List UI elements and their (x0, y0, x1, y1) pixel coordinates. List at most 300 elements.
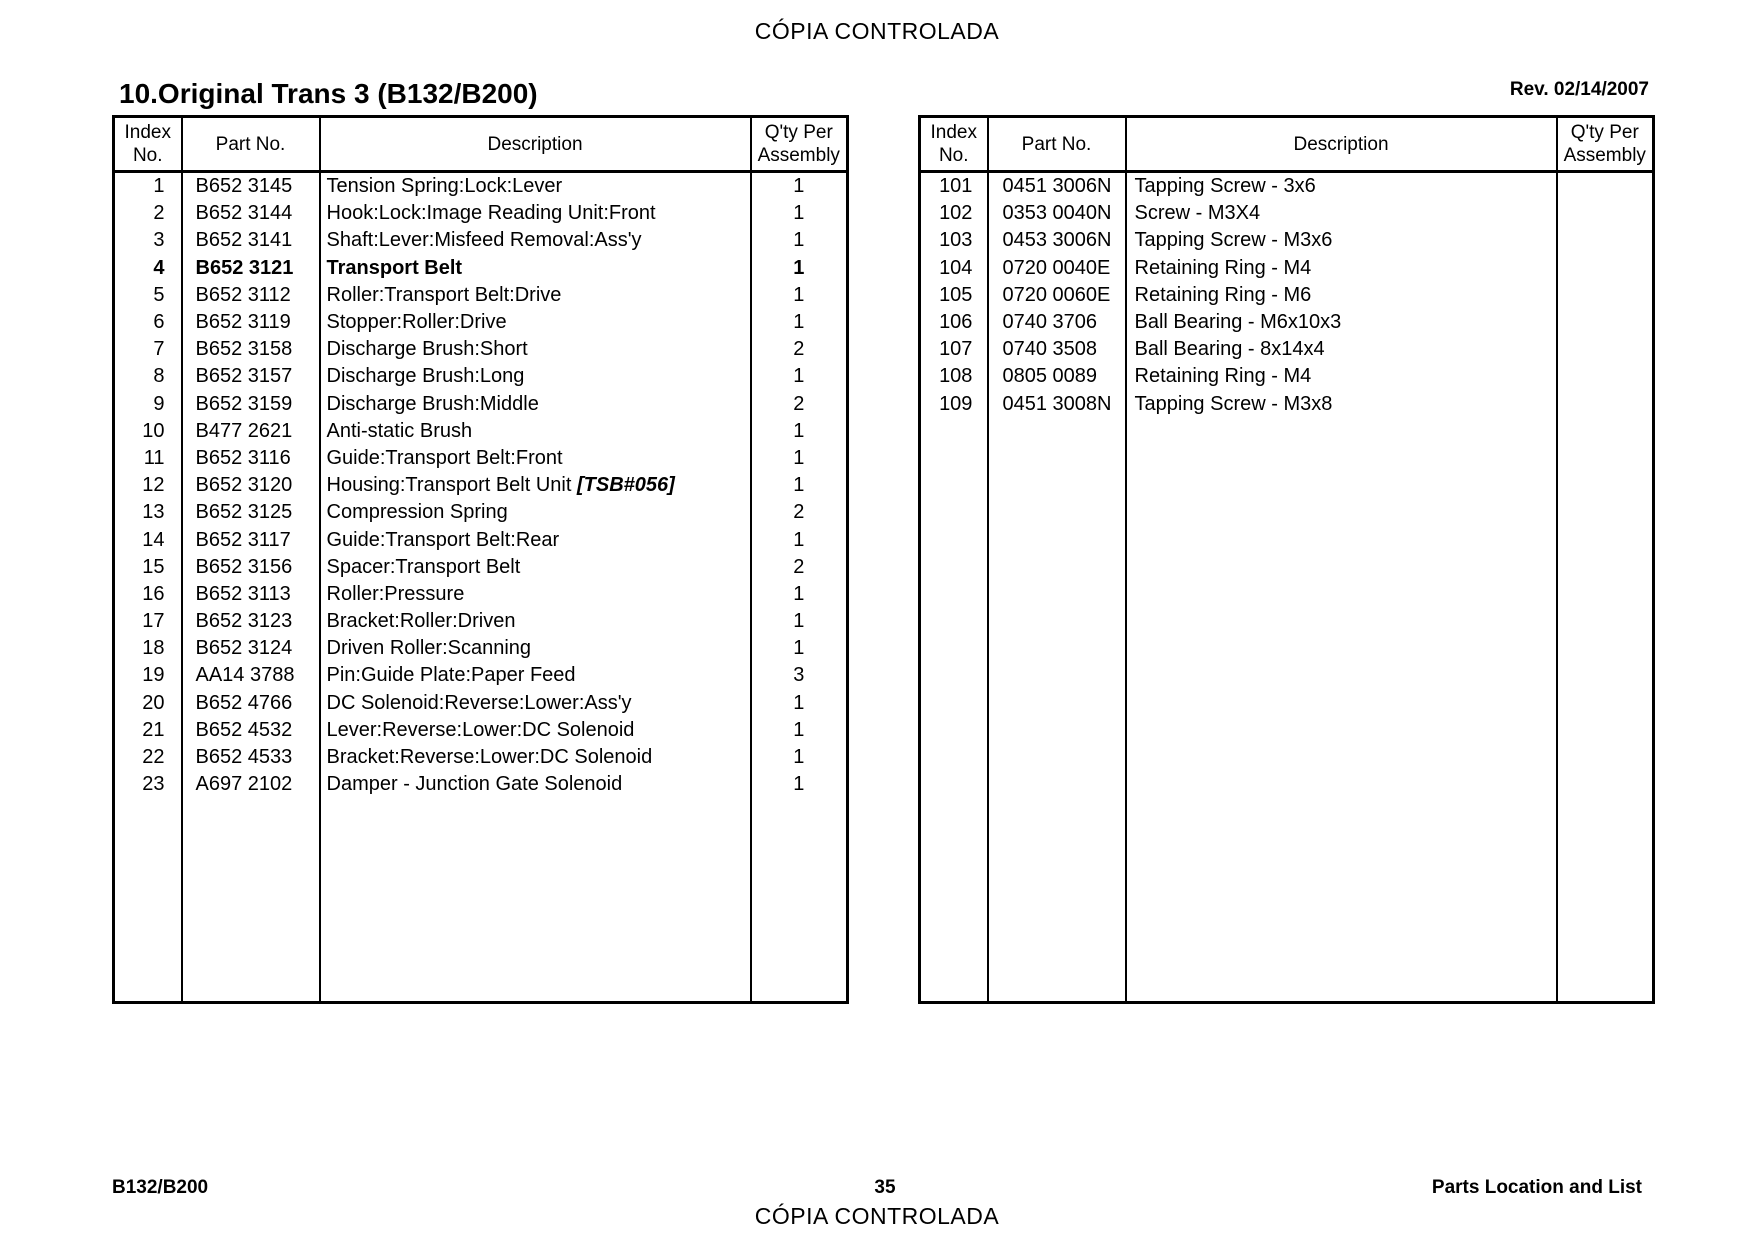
qty-cell (751, 690, 848, 717)
part-number-cell (182, 526, 320, 553)
index-cell-text: 17 (142, 610, 165, 633)
parts-table-left-body (114, 172, 848, 1003)
part-number-cell-text: 0740 3508 (1002, 338, 1098, 361)
description-cell (320, 282, 751, 309)
table-row (114, 282, 848, 309)
index-cell (114, 608, 182, 635)
part-number-cell (182, 499, 320, 526)
description-cell (320, 445, 751, 472)
part-number-cell (182, 445, 320, 472)
index-cell-text: 11 (143, 446, 165, 469)
table-row (114, 336, 848, 363)
index-cell (920, 227, 988, 254)
index-cell (920, 309, 988, 336)
description-cell (320, 581, 751, 608)
index-cell (114, 717, 182, 744)
qty-cell (751, 200, 848, 227)
description-cell (320, 172, 751, 201)
part-number-cell (182, 391, 320, 418)
header-part-no: Part No. (988, 117, 1126, 172)
description-cell (320, 418, 751, 445)
qty-cell (751, 227, 848, 254)
index-cell (114, 227, 182, 254)
empty-cell (320, 798, 751, 1002)
part-number-cell-text: B652 3121 (195, 256, 294, 279)
qty-cell (751, 771, 848, 798)
part-number-cell-text: B652 3159 (195, 392, 293, 415)
index-cell (114, 282, 182, 309)
description-cell-text: Compression Spring (326, 501, 508, 524)
index-cell-text: 104 (939, 256, 973, 279)
header-description: Description (320, 117, 751, 172)
table-row (114, 526, 848, 553)
description-cell-text: Lever:Reverse:Lower:DC Solenoid (326, 718, 635, 741)
index-cell (114, 418, 182, 445)
description-cell-text: Guide:Transport Belt:Front (326, 446, 563, 469)
part-number-cell-text: B652 3145 (195, 175, 293, 198)
table-row (114, 662, 848, 689)
part-number-cell-text: B477 2621 (195, 419, 293, 442)
table-row (920, 255, 1654, 282)
description-cell (320, 336, 751, 363)
description-cell (1126, 363, 1557, 390)
part-number-cell-text: B652 3158 (195, 338, 293, 361)
table-header-row (920, 117, 1654, 172)
description-cell (320, 690, 751, 717)
qty-cell-text: 1 (793, 256, 805, 279)
part-number-cell (988, 200, 1126, 227)
parts-table-right-body (920, 172, 1654, 1003)
qty-cell (751, 662, 848, 689)
qty-cell-text: 1 (793, 718, 805, 741)
description-cell (320, 526, 751, 553)
part-number-cell (182, 418, 320, 445)
description-cell (320, 227, 751, 254)
qty-cell (1557, 227, 1654, 254)
description-cell (1126, 255, 1557, 282)
part-number-cell (988, 172, 1126, 201)
header-part-no: Part No. (182, 117, 320, 172)
part-number-cell-text: 0453 3006N (1002, 229, 1112, 252)
header-qty: Q'ty Per Assembly (751, 117, 848, 172)
index-cell (920, 172, 988, 201)
index-cell (114, 635, 182, 662)
description-cell (320, 499, 751, 526)
part-number-cell-text: B652 3117 (195, 528, 291, 551)
description-cell-text: Hook:Lock:Image Reading Unit:Front (326, 202, 656, 225)
description-cell (1126, 391, 1557, 418)
description-cell-text: Shaft:Lever:Misfeed Removal:Ass'y (326, 229, 642, 252)
part-number-cell-text: 0740 3706 (1002, 311, 1098, 334)
index-cell-text: 10 (142, 419, 165, 442)
empty-cell (182, 798, 320, 1002)
parts-table-left (112, 115, 849, 1004)
description-cell-text: Bracket:Roller:Driven (326, 610, 516, 633)
description-cell (320, 363, 751, 390)
description-cell (320, 635, 751, 662)
description-cell-text: Spacer:Transport Belt (326, 555, 521, 578)
part-number-cell (182, 472, 320, 499)
part-number-cell (988, 363, 1126, 390)
index-cell-text: 101 (939, 175, 973, 198)
part-number-cell-text: B652 3124 (195, 637, 293, 660)
qty-cell (751, 172, 848, 201)
qty-cell (751, 445, 848, 472)
qty-cell (751, 744, 848, 771)
description-cell-text: Anti-static Brush (326, 419, 473, 442)
index-cell (114, 690, 182, 717)
index-cell (114, 200, 182, 227)
table-row (920, 282, 1654, 309)
description-cell-text: Retaining Ring - M4 (1134, 256, 1312, 279)
qty-cell (751, 309, 848, 336)
table-row (920, 200, 1654, 227)
table-row (920, 227, 1654, 254)
qty-cell (751, 363, 848, 390)
footer-model: B132/B200 (112, 1177, 209, 1198)
description-cell-text: Screw - M3X4 (1134, 202, 1261, 225)
controlled-copy-watermark-top: CÓPIA CONTROLADA (754, 18, 1000, 44)
description-cell (320, 771, 751, 798)
description-cell (320, 554, 751, 581)
qty-cell-text: 1 (793, 474, 805, 497)
description-cell-text: Retaining Ring - M4 (1134, 365, 1312, 388)
part-number-cell (182, 744, 320, 771)
description-cell-text: Pin:Guide Plate:Paper Feed (326, 664, 576, 687)
qty-cell-text: 1 (793, 202, 805, 225)
description-cell-text: Discharge Brush:Long (326, 365, 525, 388)
header-qty: Q'ty Per Assembly (1557, 117, 1654, 172)
qty-cell (751, 499, 848, 526)
table-row (920, 363, 1654, 390)
qty-cell-text: 1 (793, 582, 805, 605)
index-cell-text: 2 (153, 202, 165, 225)
index-cell-text: 9 (153, 392, 165, 415)
index-cell (114, 391, 182, 418)
description-cell-text: Transport Belt (326, 256, 463, 279)
table-row (114, 445, 848, 472)
table-row (114, 391, 848, 418)
description-cell-text: Stopper:Roller:Drive (326, 311, 507, 334)
part-number-cell-text: B652 3141 (195, 229, 293, 252)
footer-page-number: 35 (874, 1177, 896, 1198)
part-number-cell-text: B652 3156 (195, 555, 293, 578)
index-cell-text: 5 (153, 283, 165, 306)
table-row (114, 363, 848, 390)
index-cell (114, 744, 182, 771)
table-row (114, 309, 848, 336)
index-cell-text: 1 (153, 175, 165, 198)
part-number-cell-text: 0720 0040E (1002, 256, 1111, 279)
part-number-cell (988, 391, 1126, 418)
index-cell (114, 472, 182, 499)
description-cell (1126, 282, 1557, 309)
description-cell-text: Roller:Pressure (326, 582, 465, 605)
qty-cell (1557, 172, 1654, 201)
part-number-cell-text: A697 2102 (195, 773, 293, 796)
index-cell (114, 445, 182, 472)
qty-cell-text: 1 (793, 311, 805, 334)
qty-cell-text: 1 (793, 773, 805, 796)
index-cell (920, 255, 988, 282)
qty-cell (751, 282, 848, 309)
parts-table-right (918, 115, 1655, 1004)
description-cell-text: Housing:Transport Belt Unit (326, 474, 572, 497)
qty-cell-text: 1 (793, 365, 805, 388)
index-cell-text: 109 (939, 392, 973, 415)
qty-cell-text: 1 (793, 691, 805, 714)
empty-cell (988, 418, 1126, 1003)
part-number-cell (988, 282, 1126, 309)
part-number-cell (182, 200, 320, 227)
header-index: Index No. (920, 117, 988, 172)
index-cell-text: 8 (153, 365, 165, 388)
part-number-cell-text: 0805 0089 (1002, 365, 1098, 388)
index-cell-text: 3 (153, 229, 165, 252)
description-cell (320, 472, 751, 499)
index-cell-text: 106 (939, 311, 973, 334)
qty-cell (751, 581, 848, 608)
index-cell (114, 526, 182, 553)
part-number-cell-text: B652 3119 (195, 311, 291, 334)
table-header-row (114, 117, 848, 172)
filler-row (920, 418, 1654, 1003)
qty-cell (751, 336, 848, 363)
table-row (114, 581, 848, 608)
index-cell-text: 15 (142, 555, 165, 578)
description-cell (320, 662, 751, 689)
part-number-cell (182, 635, 320, 662)
qty-cell-text: 1 (793, 446, 805, 469)
qty-cell-text: 1 (793, 610, 805, 633)
description-cell-text: Tension Spring:Lock:Lever (326, 175, 563, 198)
qty-cell-text: 1 (793, 175, 805, 198)
part-number-cell-text: B652 4533 (195, 746, 293, 769)
description-cell (320, 608, 751, 635)
qty-cell (751, 391, 848, 418)
qty-cell (1557, 391, 1654, 418)
table-row (114, 744, 848, 771)
table-row (114, 418, 848, 445)
index-cell (114, 771, 182, 798)
tsb-reference: [TSB#056] (576, 474, 675, 497)
index-cell-text: 6 (153, 311, 165, 334)
description-cell-text: Ball Bearing - M6x10x3 (1134, 311, 1342, 334)
header-description: Description (1126, 117, 1557, 172)
part-number-cell-text: 0720 0060E (1002, 283, 1111, 306)
description-cell-text: Ball Bearing - 8x14x4 (1134, 338, 1325, 361)
qty-cell (751, 472, 848, 499)
part-number-cell-text: B652 3125 (195, 501, 293, 524)
description-cell-text: Driven Roller:Scanning (326, 637, 532, 660)
qty-cell-text: 1 (793, 528, 805, 551)
empty-cell (920, 418, 988, 1003)
index-cell (114, 172, 182, 201)
description-cell (1126, 200, 1557, 227)
index-cell (114, 336, 182, 363)
table-row (114, 608, 848, 635)
qty-cell (751, 635, 848, 662)
table-row (114, 255, 848, 282)
part-number-cell (182, 717, 320, 744)
qty-cell-text: 2 (793, 555, 805, 578)
qty-cell (1557, 309, 1654, 336)
description-cell (1126, 172, 1557, 201)
part-number-cell-text: B652 3123 (195, 610, 293, 633)
qty-cell-text: 2 (793, 392, 805, 415)
index-cell (920, 282, 988, 309)
qty-cell-text: 2 (793, 338, 805, 361)
footer-section: Parts Location and List (1431, 1177, 1642, 1198)
part-number-cell-text: B652 4532 (195, 718, 293, 741)
index-cell-text: 105 (939, 283, 973, 306)
qty-cell (1557, 282, 1654, 309)
index-cell-text: 19 (142, 664, 165, 687)
part-number-cell (182, 662, 320, 689)
page-title: 10.Original Trans 3 (B132/B200) (119, 78, 538, 109)
filler-row (114, 798, 848, 1002)
index-cell-text: 14 (142, 528, 165, 551)
qty-cell-text: 3 (793, 664, 805, 687)
description-cell (320, 309, 751, 336)
qty-cell-text: 2 (793, 501, 805, 524)
qty-cell (751, 717, 848, 744)
part-number-cell-text: AA14 3788 (195, 664, 295, 687)
description-cell (1126, 227, 1557, 254)
part-number-cell-text: B652 3116 (195, 446, 291, 469)
part-number-cell (182, 309, 320, 336)
part-number-cell-text: B652 3157 (195, 365, 293, 388)
part-number-cell (182, 608, 320, 635)
part-number-cell-text: 0451 3006N (1002, 175, 1112, 198)
description-cell-text: Damper - Junction Gate Solenoid (326, 773, 623, 796)
controlled-copy-watermark-bottom: CÓPIA CONTROLADA (754, 1203, 1000, 1229)
table-row (114, 172, 848, 201)
index-cell (920, 200, 988, 227)
part-number-cell (182, 690, 320, 717)
qty-cell (751, 526, 848, 553)
part-number-cell (182, 771, 320, 798)
part-number-cell (182, 581, 320, 608)
index-cell-text: 22 (142, 746, 165, 769)
table-row (114, 200, 848, 227)
index-cell (114, 363, 182, 390)
part-number-cell (182, 363, 320, 390)
index-cell-text: 20 (142, 691, 165, 714)
index-cell (114, 309, 182, 336)
index-cell (114, 499, 182, 526)
description-cell-text: Roller:Transport Belt:Drive (326, 283, 562, 306)
index-cell-text: 103 (939, 229, 973, 252)
revision-date: Rev. 02/14/2007 (1509, 79, 1649, 100)
part-number-cell (988, 336, 1126, 363)
description-cell (320, 717, 751, 744)
table-row (114, 717, 848, 744)
index-cell-text: 102 (939, 202, 973, 225)
table-row (920, 172, 1654, 201)
description-cell (1126, 336, 1557, 363)
part-number-cell (182, 227, 320, 254)
table-row (114, 690, 848, 717)
index-cell-text: 23 (142, 773, 165, 796)
part-number-cell (182, 172, 320, 201)
table-row (920, 336, 1654, 363)
qty-cell (751, 608, 848, 635)
description-cell (320, 391, 751, 418)
part-number-cell (988, 309, 1126, 336)
part-number-cell-text: B652 3112 (195, 283, 291, 306)
table-row (114, 554, 848, 581)
table-row (114, 227, 848, 254)
description-cell (1126, 309, 1557, 336)
index-cell-text: 12 (142, 474, 165, 497)
qty-cell (1557, 336, 1654, 363)
index-cell (114, 255, 182, 282)
part-number-cell-text: 0451 3008N (1002, 392, 1112, 415)
table-row (114, 472, 848, 499)
part-number-cell-text: B652 3144 (195, 202, 293, 225)
description-cell-text: Tapping Screw - 3x6 (1134, 175, 1316, 198)
description-cell-text: Retaining Ring - M6 (1134, 283, 1312, 306)
table-row (920, 309, 1654, 336)
description-cell-text: Tapping Screw - M3x6 (1134, 229, 1333, 252)
qty-cell (751, 554, 848, 581)
description-cell (320, 200, 751, 227)
part-number-cell (988, 255, 1126, 282)
description-cell-text: Bracket:Reverse:Lower:DC Solenoid (326, 746, 653, 769)
index-cell (920, 336, 988, 363)
qty-cell-text: 1 (793, 637, 805, 660)
index-cell (920, 391, 988, 418)
description-cell-text: Tapping Screw - M3x8 (1134, 392, 1333, 415)
index-cell-text: 107 (939, 338, 973, 361)
empty-cell (114, 798, 182, 1002)
empty-cell (1126, 418, 1557, 1003)
index-cell-text: 18 (142, 637, 165, 660)
qty-cell (1557, 255, 1654, 282)
part-number-cell-text: B652 4766 (195, 691, 293, 714)
qty-cell (1557, 363, 1654, 390)
qty-cell (1557, 200, 1654, 227)
description-cell-text: Discharge Brush:Middle (326, 392, 539, 415)
index-cell-text: 4 (153, 256, 165, 279)
part-number-cell-text: 0353 0040N (1002, 202, 1112, 225)
part-number-cell-text: B652 3113 (195, 582, 291, 605)
index-cell-text: 108 (939, 365, 973, 388)
empty-cell (1557, 418, 1654, 1003)
description-cell (320, 744, 751, 771)
index-cell (920, 363, 988, 390)
part-number-cell (988, 227, 1126, 254)
qty-cell-text: 1 (793, 746, 805, 769)
table-row (114, 771, 848, 798)
index-cell (114, 554, 182, 581)
index-cell-text: 21 (142, 718, 165, 741)
index-cell-text: 7 (153, 338, 165, 361)
description-cell-text: Guide:Transport Belt:Rear (326, 528, 560, 551)
part-number-cell-text: B652 3120 (195, 474, 293, 497)
qty-cell (751, 255, 848, 282)
description-cell-text: DC Solenoid:Reverse:Lower:Ass'y (326, 691, 632, 714)
qty-cell-text: 1 (793, 229, 805, 252)
empty-cell (751, 798, 848, 1002)
part-number-cell (182, 554, 320, 581)
qty-cell-text: 1 (793, 419, 805, 442)
header-index: Index No. (114, 117, 182, 172)
description-cell (320, 255, 751, 282)
table-row (114, 635, 848, 662)
part-number-cell (182, 255, 320, 282)
